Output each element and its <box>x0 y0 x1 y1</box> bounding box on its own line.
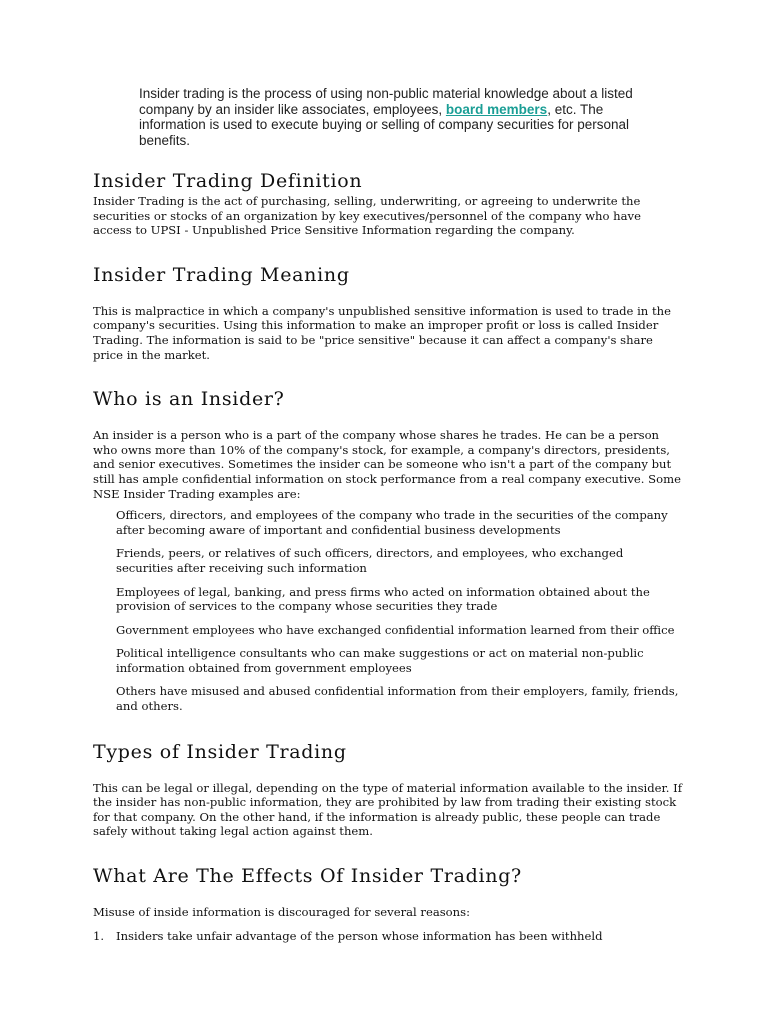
intro-block <box>139 86 659 148</box>
list-number: 1. <box>93 928 105 943</box>
board-members-link[interactable]: board members <box>445 101 548 117</box>
list-item: Political intelligence consultants who can make suggestions or act on material non-public information obtained from government employees <box>116 646 644 675</box>
heading-types: Types of Insider Trading <box>93 740 347 763</box>
section-insider <box>93 388 683 714</box>
paragraph-insider: An insider is a person who is a part of the company whose shares he trades. He can be a person who owns more than 10% of the company's stock, for example, a company's directors, presidents, and senior executives. Sometimes the insider can be someone who isn't a part of the company but still has ample confidential information on stock performance from a real company executive. Some NSE Insider Trading examples are: <box>93 428 681 501</box>
list-item: Others have misused and abused confidential information from their employers, family, friends, and others. <box>116 684 679 714</box>
article-body <box>93 170 683 943</box>
paragraph-meaning: This is malpractice in which a company's unpublished sensitive information is used to trade in the company's securities. Using this information to make an improper profit or loss is called Insider Trading. The information is said to be "price sensitive" because it can affect a company's share price in the market. <box>93 303 671 362</box>
list-item <box>93 929 683 944</box>
effects-list <box>93 929 683 944</box>
paragraph-definition: Insider Trading is the act of purchasing, selling, underwriting, or agreeing to underwrite the securities or stocks of an organization by key executives/personnel of the company who have access to UPSI - Unpublished Price Sensitive Information regarding the company. <box>93 194 641 238</box>
heading-definition: Insider Trading Definition <box>93 170 363 192</box>
list-item: Friends, peers, or relatives of such officers, directors, and employees, who exchanged securities after receiving such information <box>116 546 624 575</box>
heading-effects: What Are The Effects Of Insider Trading? <box>93 865 522 888</box>
section-effects <box>93 865 683 943</box>
heading-insider: Who is an Insider? <box>93 388 285 411</box>
list-item: Employees of legal, banking, and press firms who acted on information obtained about the provision of services to the company whose securities they trade <box>116 584 650 614</box>
intro-text-start: Insider trading is the process of using non-public material knowledge about a listed company by an insider like associates, employees, <box>139 86 633 117</box>
section-types <box>93 741 683 839</box>
list-item: Government employees who have exchanged confidential information learned from their office <box>116 622 675 637</box>
heading-meaning: Insider Trading Meaning <box>93 263 350 286</box>
section-meaning <box>93 264 683 362</box>
paragraph-types: This can be legal or illegal, depending on the type of material information available to the insider. If the insider has non-public information, they are prohibited by law from trading their existing stock for that company. On the other hand, if the information is already public, these people can trade safely without taking legal action against them. <box>93 780 683 839</box>
intro-text-end: , etc. The information is used to execute buying or selling of company securities for personal benefits. <box>139 101 630 148</box>
section-definition <box>93 170 683 238</box>
list-item-text: Insiders take unfair advantage of the person whose information has been withheld <box>116 928 603 943</box>
list-item: Officers, directors, and employees of the company who trade in the securities of the company after becoming aware of important and confidential business developments <box>116 508 668 537</box>
paragraph-effects: Misuse of inside information is discouraged for several reasons: <box>93 905 470 920</box>
insider-examples-list <box>116 508 683 714</box>
